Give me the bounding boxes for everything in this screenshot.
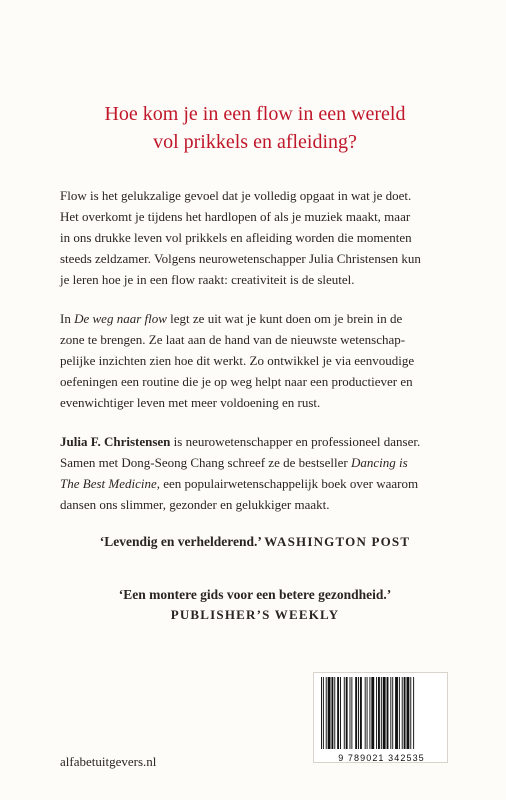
- intro-line: in ons drukke leven vol prikkels en afleiding worden die momenten: [60, 230, 412, 245]
- book-title: De weg naar flow: [74, 311, 167, 326]
- barcode-bar: [404, 677, 406, 749]
- barcode-bar: [402, 677, 403, 749]
- description-line: evenwichtiger leven met meer voldoening en rust.: [60, 395, 321, 410]
- barcode-bar: [355, 677, 357, 749]
- barcode-bar: [334, 677, 335, 749]
- intro-paragraph: [60, 185, 460, 290]
- barcode-bar: [326, 677, 327, 749]
- barcode-bar: [390, 677, 391, 749]
- barcode-bar: [399, 677, 400, 749]
- description-line: [60, 308, 460, 329]
- review-quote: [60, 585, 450, 625]
- barcode-bar: [350, 677, 351, 749]
- description-line: oefeningen een routine die je op weg helpt naar een productiever en: [60, 374, 413, 389]
- barcode-bars: [317, 677, 446, 751]
- barcode-bar: [337, 677, 339, 749]
- previous-book-title: Dancing is: [350, 455, 408, 470]
- quote-source: PUBLISHER’S WEEKLY: [170, 607, 340, 622]
- barcode-bar: [340, 677, 341, 749]
- barcode-bar: [365, 677, 366, 749]
- barcode-bar: [371, 677, 374, 749]
- barcode-bar: [395, 677, 398, 749]
- barcode-bar: [410, 677, 411, 749]
- barcode-bar: [351, 677, 352, 749]
- author-bio-paragraph: [60, 431, 460, 515]
- publisher-website: alfabetuitgevers.nl: [60, 754, 157, 769]
- barcode-bar: [387, 677, 389, 749]
- headline: [60, 100, 450, 156]
- barcode-bar: [378, 677, 380, 749]
- quote-source: WASHINGTON POST: [264, 534, 411, 549]
- bio-line: dansen ons slimmer, gezonder en gelukkiger maakt.: [60, 497, 330, 512]
- bio-text: is neurowetenschapper en professioneel danser.: [170, 434, 421, 449]
- barcode-bar: [331, 677, 333, 749]
- barcode-bar: [344, 677, 345, 749]
- barcode-bar: [328, 677, 331, 749]
- author-name: Julia F. Christensen: [60, 434, 171, 449]
- isbn-barcode: [313, 672, 448, 763]
- barcode-bar: [392, 677, 393, 749]
- barcode-bar: [323, 677, 324, 749]
- bio-text: , een populairwetenschappelijk boek over waarom: [156, 476, 419, 491]
- review-quote: [60, 532, 450, 552]
- barcode-bar: [376, 677, 377, 749]
- barcode-bar: [383, 677, 386, 749]
- bio-line: [60, 431, 460, 452]
- bio-line: [60, 473, 460, 494]
- quote-text: ‘Een montere gids voor een betere gezondheid.’: [118, 587, 392, 602]
- headline-line-1: Hoe kom je in een flow in een wereld: [104, 103, 406, 125]
- barcode-bar: [413, 677, 414, 749]
- bio-text: Samen met Dong-Seong Chang schreef ze de bestseller: [60, 455, 351, 470]
- description-line: zone te brengen. Ze laat aan de hand van de nieuwste wetenschap-: [60, 332, 406, 347]
- barcode-bar: [369, 677, 370, 749]
- isbn-number: 9 789021 342535: [338, 753, 425, 763]
- description-line: pelijke inzichten zien hoe dit werkt. Zo ontwikkel je via eenvoudige: [60, 353, 415, 368]
- barcode-bar: [321, 677, 322, 749]
- intro-line: Flow is het gelukzalige gevoel dat je volledig opgaat in wat je doet.: [60, 188, 412, 203]
- headline-line-2: vol prikkels en afleiding?: [153, 131, 357, 153]
- barcode-bar: [367, 677, 368, 749]
- bio-line: [60, 452, 460, 473]
- barcode-bar: [346, 677, 348, 749]
- description-text: In: [60, 311, 75, 326]
- description-text: legt ze uit wat je kunt doen om je brein in de: [166, 311, 403, 326]
- intro-line: steeds zeldzamer. Volgens neurowetenschapper Julia Christensen kun: [60, 251, 421, 266]
- barcode-bar: [358, 677, 359, 749]
- intro-line: Het overkomt je tijdens het hardlopen of als je muziek maakt, maar: [60, 209, 411, 224]
- intro-line: je leren hoe je in een flow raakt: creativiteit is de sleutel.: [60, 272, 355, 287]
- barcode-bar: [381, 677, 382, 749]
- barcode-bar: [407, 677, 410, 749]
- barcode-bar: [360, 677, 362, 749]
- book-description-paragraph: [60, 308, 460, 413]
- previous-book-title: The Best Medicine: [60, 476, 157, 491]
- quote-text: ‘Levendig en verhelderend.’: [99, 534, 261, 549]
